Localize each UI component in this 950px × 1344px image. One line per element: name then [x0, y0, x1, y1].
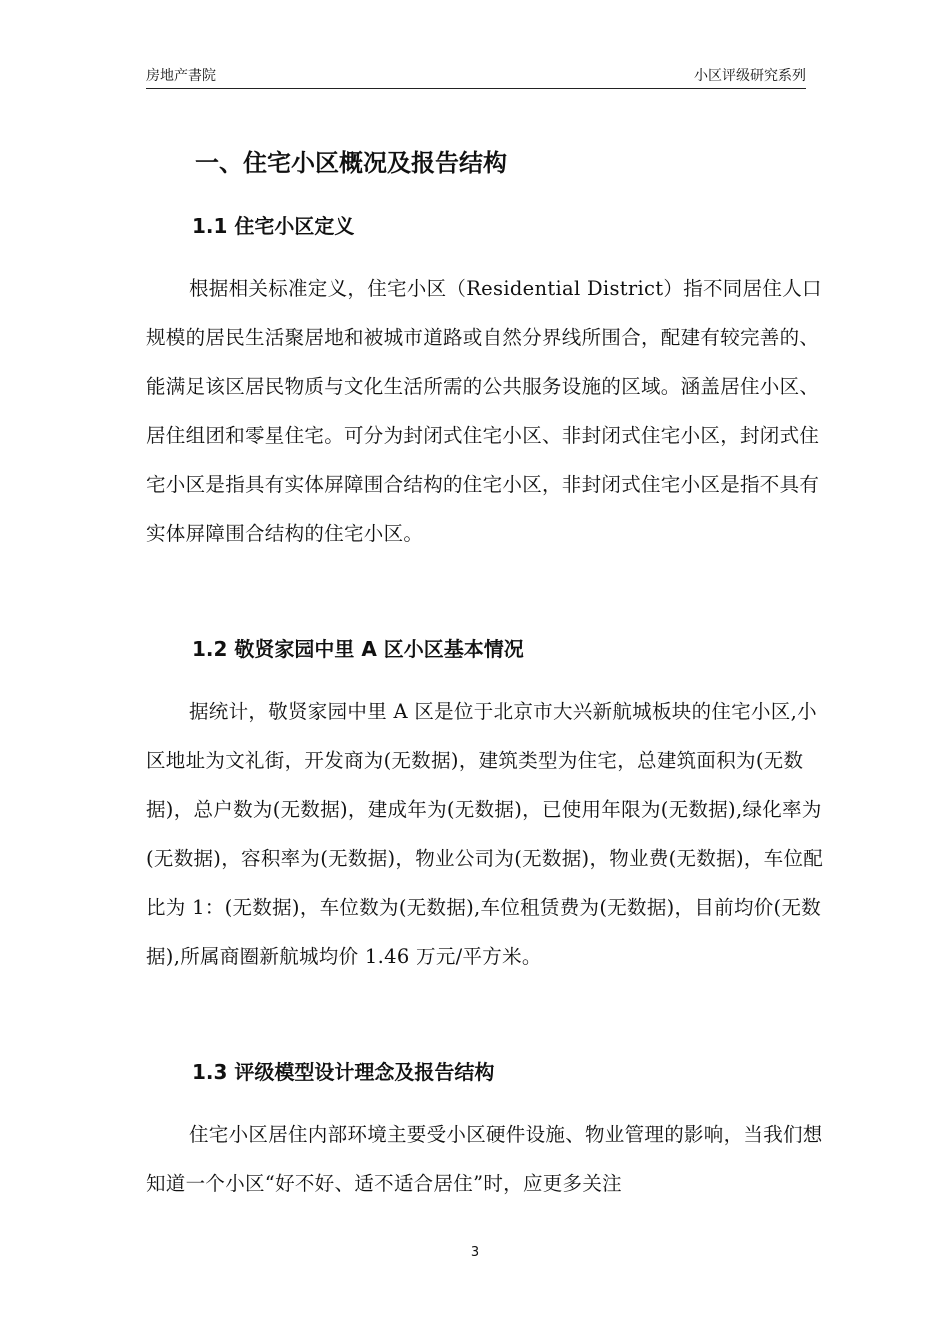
- header-publisher: 房地产書院: [146, 68, 216, 84]
- section-title-1-3: 1.3 评级模型设计理念及报告结构: [192, 1060, 495, 1084]
- page-header: [146, 66, 806, 89]
- chapter-title: 一、住宅小区概况及报告结构: [195, 149, 507, 177]
- section-title-1-2: 1.2 敬贤家园中里 A 区小区基本情况: [192, 637, 524, 661]
- section-1-1-paragraph: 根据相关标准定义，住宅小区（Residential District）指不同居住人口规模的居民生活聚居地和被城市道路或自然分界线所围合，配建有较完善的、能满足该区居民物质与文化生活所需的公共服务设施的区域。涵盖居住小区、居住组团和零星住宅。可分为封闭式住宅小区、非封闭式住宅小区，封闭式住宅小区是指具有实体屏障围合结构的住宅小区，非封闭式住宅小区是指不具有实体屏障围合结构的住宅小区。: [146, 277, 822, 545]
- header-series-title: 小区评级研究系列: [694, 68, 806, 84]
- section-1-3-paragraph: 住宅小区居住内部环境主要受小区硬件设施、物业管理的影响，当我们想知道一个小区“好不好、适不适合居住”时，应更多关注: [146, 1123, 823, 1195]
- page-number: 3: [470, 1245, 480, 1260]
- section-title-1-1: 1.1 住宅小区定义: [192, 214, 355, 238]
- section-1-2-paragraph: 据统计，敬贤家园中里 A 区是位于北京市大兴新航城板块的住宅小区,小区地址为文礼街，开发商为(无数据)，建筑类型为住宅，总建筑面积为(无数据)，总户数为(无数据)，建成年为(无数据)，已使用年限为(无数据),绿化率为(无数据)，容积率为(无数据)，物业公司为(无数据)，物业费(无数据)，车位配比为 1：(无数据)，车位数为(无数据),车位租赁费为(无数据)，目前均价(无数据),所属商圈新航城均价 1.46 万元/平方米。: [146, 700, 824, 968]
